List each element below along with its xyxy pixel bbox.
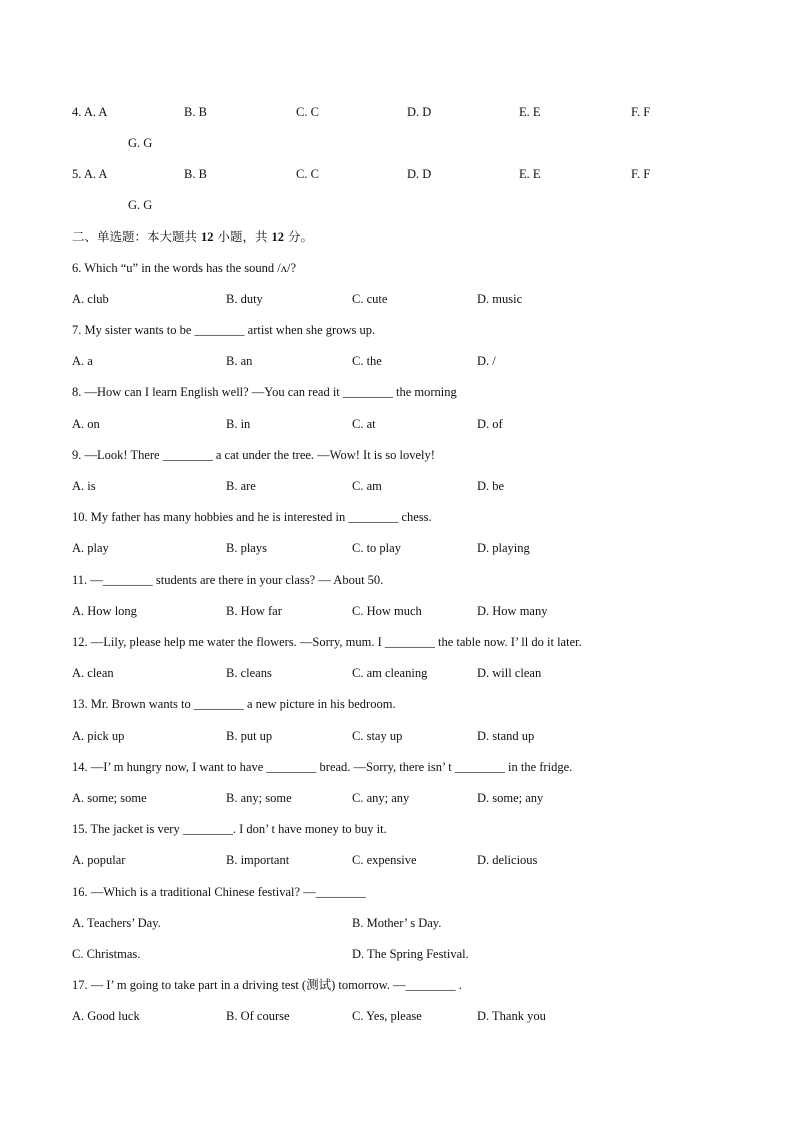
- question-14-stem: 14. —I’ m hungry now, I want to have ________ bread. —Sorry, there isn’ t ________ in the fridge.: [72, 760, 573, 774]
- option-a: A. popular: [72, 853, 126, 867]
- question-12-stem: 12. —Lily, please help me water the flowers. —Sorry, mum. I ________ the table now. I’ ll do it later.: [72, 635, 582, 649]
- option-d: D. D: [407, 105, 432, 119]
- option-a: A. Good luck: [72, 1009, 140, 1023]
- option-a: A. pick up: [72, 729, 125, 743]
- question-17-stem: 17. — I’ m going to take part in a driving test (测试) tomorrow. —________ .: [72, 978, 462, 992]
- option-c: C. at: [352, 417, 376, 431]
- option-d: D. stand up: [477, 729, 535, 743]
- option-b: B. an: [226, 354, 253, 368]
- question-16-options-row1: [72, 913, 754, 933]
- option-g: G. G: [128, 198, 153, 212]
- section-heading: 二、单选题：本大题共 12 小题，共 12 分。: [72, 229, 313, 244]
- option-a: A. some; some: [72, 791, 147, 805]
- option-a: A. How long: [72, 604, 137, 618]
- option-a: A. on: [72, 417, 100, 431]
- question-7-options: [72, 351, 754, 371]
- option-a: 5. A. A: [72, 167, 108, 181]
- option-d: D. of: [477, 417, 503, 431]
- question-4-options: [72, 102, 754, 122]
- option-b: B. important: [226, 853, 290, 867]
- question-8-options: [72, 414, 754, 434]
- option-c: C. Christmas.: [72, 947, 141, 961]
- option-b: B. Of course: [226, 1009, 290, 1023]
- option-b: B. in: [226, 417, 251, 431]
- question-16-stem: 16. —Which is a traditional Chinese festival? —________: [72, 885, 366, 899]
- option-b: B. put up: [226, 729, 273, 743]
- question-7-stem: 7. My sister wants to be ________ artist when she grows up.: [72, 323, 376, 337]
- option-g: G. G: [128, 136, 153, 150]
- option-c: C. Yes, please: [352, 1009, 422, 1023]
- question-15-options: [72, 850, 754, 870]
- question-10-stem: 10. My father has many hobbies and he is interested in ________ chess.: [72, 510, 432, 524]
- option-c: C. stay up: [352, 729, 403, 743]
- option-b: B. are: [226, 479, 256, 493]
- question-6-options: [72, 289, 754, 309]
- option-d: D. playing: [477, 541, 530, 555]
- option-b: B. B: [184, 105, 207, 119]
- option-e: E. E: [519, 105, 541, 119]
- option-a: A. club: [72, 292, 109, 306]
- option-f: F. F: [631, 167, 651, 181]
- question-17-options: [72, 1006, 754, 1026]
- option-c: C. expensive: [352, 853, 417, 867]
- option-b: B. B: [184, 167, 207, 181]
- option-d: D. The Spring Festival.: [352, 947, 469, 961]
- option-c: C. C: [296, 167, 319, 181]
- option-d: D. be: [477, 479, 505, 493]
- option-c: C. C: [296, 105, 319, 119]
- option-d: D. D: [407, 167, 432, 181]
- option-c: C. any; any: [352, 791, 410, 805]
- option-c: C. am cleaning: [352, 666, 428, 680]
- option-a: A. clean: [72, 666, 114, 680]
- option-c: C. the: [352, 354, 382, 368]
- option-a: A. play: [72, 541, 109, 555]
- option-f: F. F: [631, 105, 651, 119]
- question-11-options: [72, 601, 754, 621]
- option-c: C. cute: [352, 292, 388, 306]
- option-c: C. am: [352, 479, 382, 493]
- question-5-options: [72, 164, 754, 184]
- option-b: B. any; some: [226, 791, 292, 805]
- option-d: D. How many: [477, 604, 548, 618]
- question-13-options: [72, 726, 754, 746]
- question-15-stem: 15. The jacket is very ________. I don’ t have money to buy it.: [72, 822, 387, 836]
- option-d: D. delicious: [477, 853, 538, 867]
- option-e: E. E: [519, 167, 541, 181]
- option-d: D. will clean: [477, 666, 542, 680]
- option-b: B. Mother’ s Day.: [352, 916, 442, 930]
- option-d: D. Thank you: [477, 1009, 546, 1023]
- question-13-stem: 13. Mr. Brown wants to ________ a new picture in his bedroom.: [72, 697, 396, 711]
- option-d: D. music: [477, 292, 523, 306]
- question-12-options: [72, 663, 754, 683]
- question-8-stem: 8. —How can I learn English well? —You can read it ________ the morning: [72, 385, 457, 399]
- question-14-options: [72, 788, 754, 808]
- option-a: A. is: [72, 479, 96, 493]
- option-c: C. to play: [352, 541, 401, 555]
- question-11-stem: 11. —________ students are there in your class? — About 50.: [72, 573, 384, 587]
- question-5-extra: [72, 195, 754, 215]
- question-4-extra: [72, 133, 754, 153]
- option-a: A. a: [72, 354, 93, 368]
- question-16-options-row2: [72, 944, 754, 964]
- question-10-options: [72, 538, 754, 558]
- option-b: B. plays: [226, 541, 267, 555]
- question-6-stem: 6. Which “u” in the words has the sound /ʌ/?: [72, 261, 297, 275]
- option-b: B. How far: [226, 604, 282, 618]
- option-c: C. How much: [352, 604, 422, 618]
- option-b: B. duty: [226, 292, 263, 306]
- option-d: D. some; any: [477, 791, 544, 805]
- question-9-options: [72, 476, 754, 496]
- option-a: 4. A. A: [72, 105, 108, 119]
- question-9-stem: 9. —Look! There ________ a cat under the tree. —Wow! It is so lovely!: [72, 448, 435, 462]
- option-b: B. cleans: [226, 666, 272, 680]
- option-d: D. /: [477, 354, 496, 368]
- option-a: A. Teachers’ Day.: [72, 916, 161, 930]
